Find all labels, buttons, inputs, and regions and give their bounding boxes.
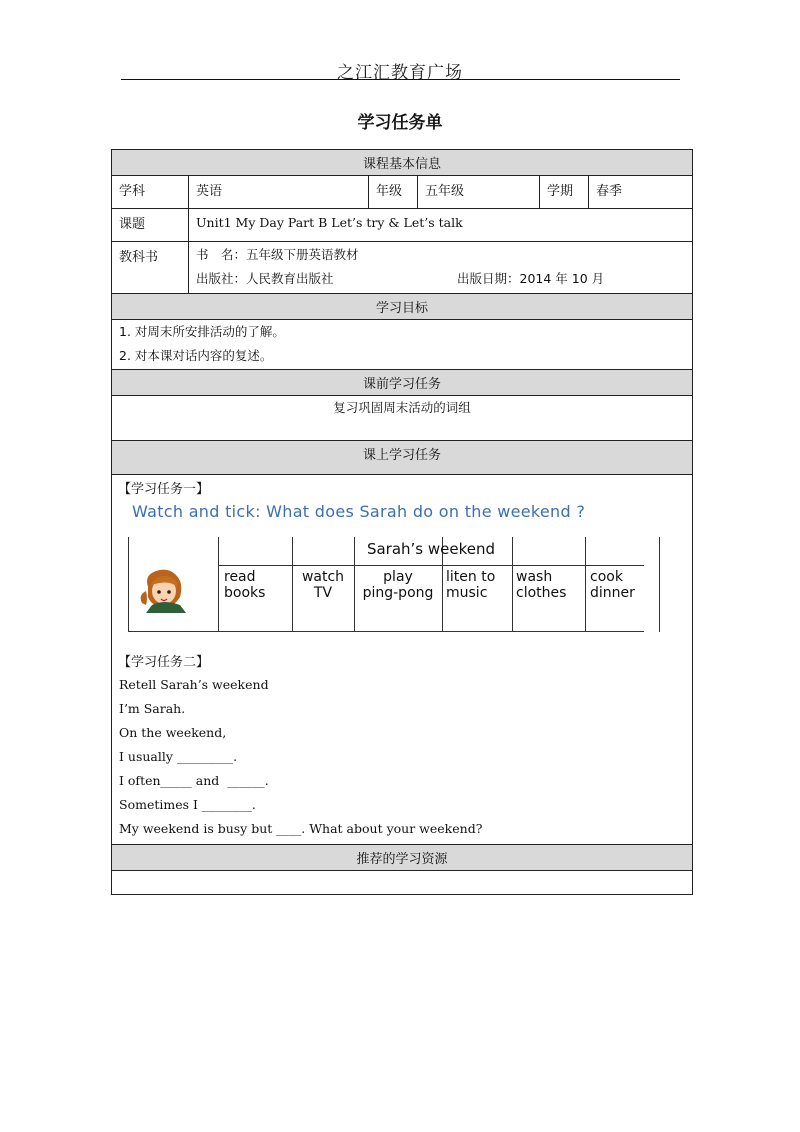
retell-line: On the weekend, [119,725,227,740]
course-info-header: 课程基本信息 [112,150,692,176]
document-title: 学习任务单 [357,113,443,133]
retell-line: My weekend is busy but ____. What about your weekend? [119,821,483,836]
goal-item: 2. 对本课对话内容的复述。 [119,348,273,363]
activity-watch-tv: watch TV [301,569,345,601]
activity-play-ping-pong: play ping-pong [362,569,434,601]
term-value: 春季 [596,184,623,199]
pre-class-content: 复习巩固周末活动的词组 [333,400,471,415]
sarah-girl-icon [134,567,196,613]
activity-read-books: read books [224,569,266,601]
in-class-header: 课上学习任务 [112,441,692,475]
goals-body [112,320,692,370]
retell-line: Retell Sarah’s weekend [119,677,269,692]
resources-body [112,871,692,894]
retell-line: I’m Sarah. [119,701,186,716]
task-sheet-table [111,149,693,895]
goals-header: 学习目标 [112,294,692,320]
textbook-row [112,242,692,294]
task2-label: 【学习任务二】 [118,655,210,670]
topic-label: 课题 [112,209,189,241]
grade-value: 五年级 [418,176,540,208]
task1-instruction: Watch and tick: What does Sarah do on the weekend ? [132,502,586,521]
book-name: 书 名：五年级下册英语教材 [196,247,359,262]
in-class-body [112,475,692,845]
topic-value: Unit1 My Day Part B Let’s try & Let’s talk [196,215,463,230]
retell-line: Sometimes I ________. [119,797,256,812]
grade-label: 年级 [369,176,418,208]
activity-wash-clothes: wash clothes [516,569,567,601]
subject-label: 学科 [112,176,189,208]
resources-header: 推荐的学习资源 [112,845,692,871]
sarah-weekend-table [128,537,644,632]
pre-class-body [112,396,692,441]
activity-listen-to-music: liten to music [446,569,496,601]
publish-date: 出版日期：2014 年 10 月 [457,271,605,286]
task1-label: 【学习任务一】 [118,482,210,497]
subject-row [112,176,692,209]
textbook-details [189,242,692,293]
weekend-table-title: Sarah’s weekend [366,540,496,558]
goal-item: 1. 对周末所安排活动的了解。 [119,324,285,339]
header-title: 之江汇教育广场 [337,63,463,83]
pre-class-header: 课前学习任务 [112,370,692,396]
subject-value: 英语 [189,176,369,208]
topic-row [112,209,692,242]
header-rule [121,79,680,80]
textbook-label: 教科书 [112,242,189,293]
retell-line: I often_____ and ______. [119,773,269,788]
term-label: 学期 [540,176,589,208]
retell-line: I usually _________. [119,749,238,764]
activity-cook-dinner: cook dinner [590,569,635,601]
publisher: 出版社：人民教育出版社 [196,271,334,286]
